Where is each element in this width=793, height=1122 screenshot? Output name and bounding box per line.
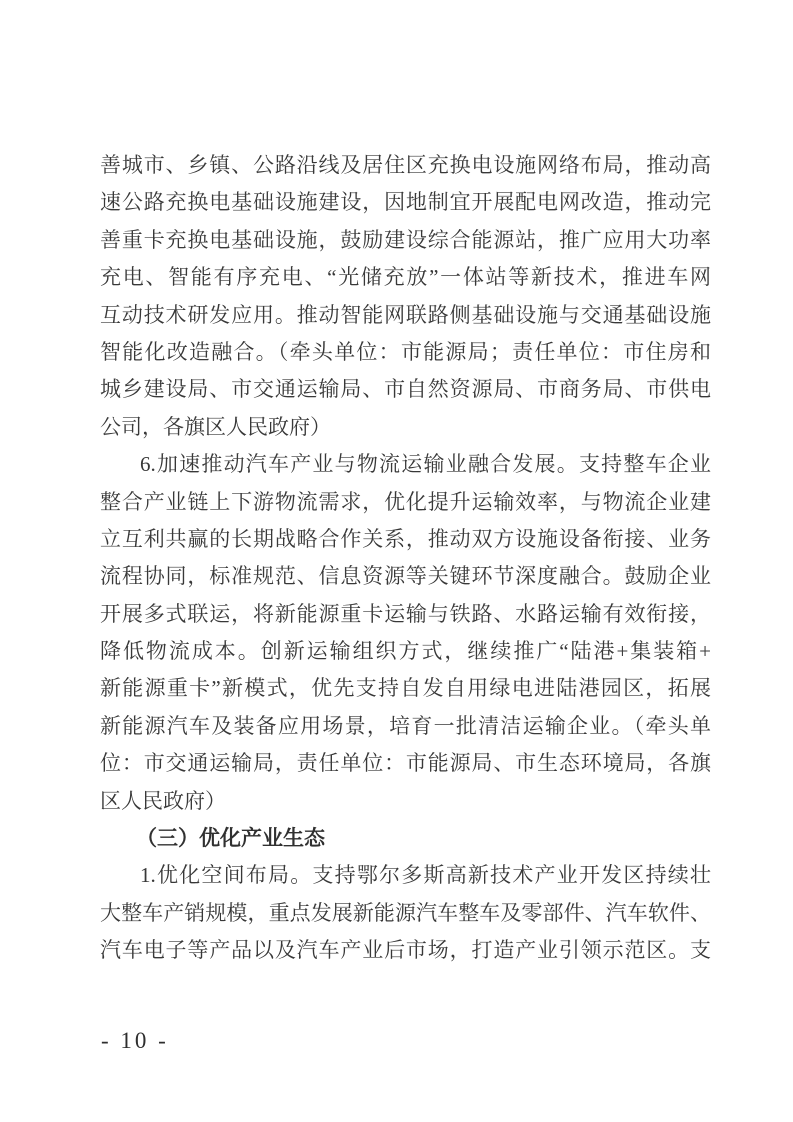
section-heading-line: （三）优化产业生态 [136, 826, 325, 851]
text-line: 公司，各旗区人民政府） [100, 414, 331, 439]
text-line: 充电、智能有序充电、“光储充放”一体站等新技术，推进车网 [100, 265, 711, 290]
text-line: 新能源汽车及装备应用场景，培育一批清洁运输企业。（牵头单 [100, 713, 711, 738]
text-line: 降低物流成本。创新运输组织方式，继续推广“陆港+集装箱+ [100, 639, 711, 664]
text-line: 整合产业链上下游物流需求，优化提升运输效率，与物流企业建 [100, 489, 711, 514]
text-line: 流程协同，标准规范、信息资源等关键环节深度融合。鼓励企业 [100, 564, 711, 589]
text-line: 新能源重卡”新模式，优先支持自发自用绿电进陆港园区，拓展 [100, 676, 711, 701]
text-line: 互动技术研发应用。推动智能网联路侧基础设施与交通基础设施 [100, 302, 711, 327]
page-number: - 10 - [101, 1028, 169, 1053]
text-line: 汽车电子等产品以及汽车产业后市场，打造产业引领示范区。支 [100, 938, 711, 963]
text-line: 立互利共赢的长期战略合作关系，推动双方设施设备衔接、业务 [100, 526, 711, 551]
text-line: 城乡建设局、市交通运输局、市自然资源局、市商务局、市供电 [100, 377, 711, 402]
text-line: 善城市、乡镇、公路沿线及居住区充换电设施网络布局，推动高 [100, 153, 711, 177]
text-line: 6.加速推动汽车产业与物流运输业融合发展。支持整车企业 [140, 452, 711, 477]
text-line: 智能化改造融合。（牵头单位：市能源局；责任单位：市住房和 [100, 339, 711, 364]
document-text [100, 147, 711, 970]
text-line: 速公路充换电基础设施建设，因地制宜开展配电网改造，推动完 [100, 190, 711, 215]
text-line: 开展多式联运，将新能源重卡运输与铁路、水路运输有效衔接， [100, 601, 711, 626]
text-line: 善重卡充换电基础设施，鼓励建设综合能源站，推广应用大功率 [100, 227, 711, 252]
text-line: 1.优化空间布局。支持鄂尔多斯高新技术产业开发区持续壮 [140, 863, 711, 888]
text-line: 位：市交通运输局，责任单位：市能源局、市生态环境局，各旗 [100, 751, 711, 776]
text-line: 大整车产销规模，重点发展新能源汽车整车及零部件、汽车软件、 [100, 900, 711, 925]
text-line: 区人民政府） [100, 788, 226, 813]
